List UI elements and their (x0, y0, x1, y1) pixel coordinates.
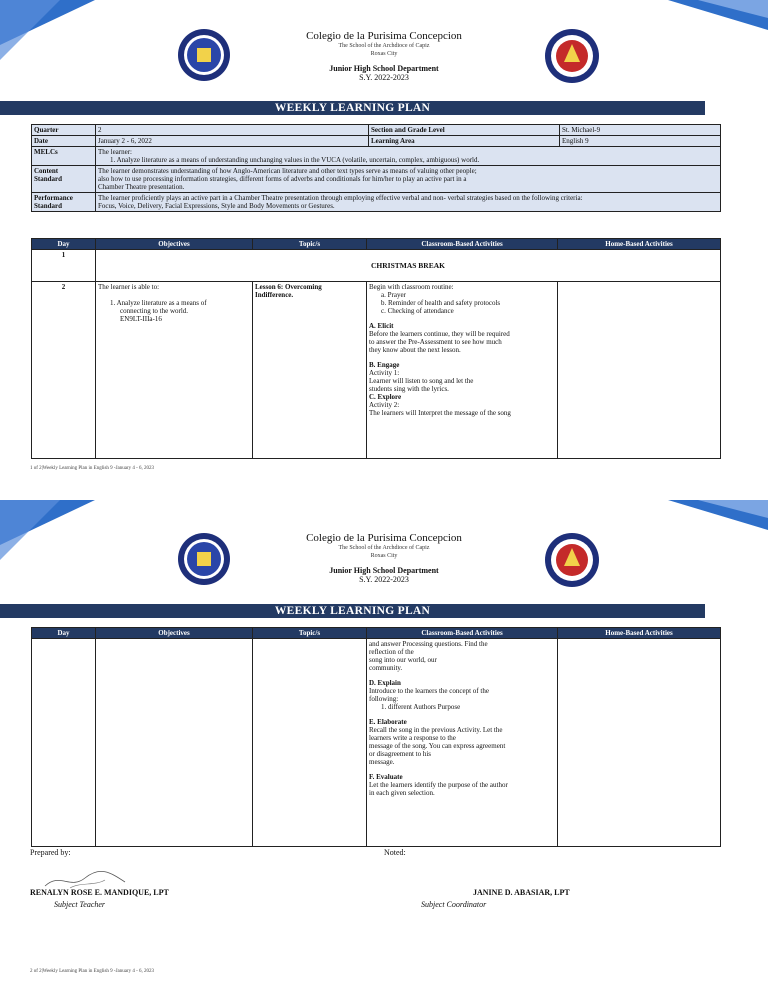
plan-header-row (32, 239, 721, 250)
elicit-line-2: to answer the Pre-Assessment to see how much (369, 338, 502, 346)
explain-line-1: Introduce to the learners the concept of the (369, 687, 489, 695)
footer-page-2: 2 of 2|Weekly Learning Plan in English 9 -January 4 - 6, 2023 (30, 969, 155, 974)
content-label-1: Content (34, 167, 59, 175)
info-row-date (32, 136, 721, 147)
engage-title: B. Engage (369, 361, 400, 369)
noted-label: Noted: (384, 848, 406, 857)
content-line-1: The learner demonstrates understanding of how Anglo-American literature and other text types serve as means of valuing other people; (98, 167, 477, 175)
routine-intro: Begin with classroom routine: (369, 283, 454, 291)
evaluate-title: F. Evaluate (369, 773, 403, 781)
elaborate-line-1: Recall the song in the previous Activity. Let the (369, 726, 503, 734)
teacher-title: Subject Teacher (54, 900, 106, 909)
header-objectives: Objectives (96, 239, 253, 250)
evaluate-line-1: Let the learners identify the purpose of the author (369, 781, 508, 789)
melcs-item: 1. Analyze literature as a means of understanding unchanging values in the VUCA (volatile, uncertain, complex, ambiguous) world. (110, 156, 480, 164)
explore-line-1: Activity 2: (369, 401, 400, 409)
objective-intro: The learner is able to: (98, 283, 160, 291)
elicit-title: A. Elicit (369, 322, 394, 330)
title-banner-2: WEEKLY LEARNING PLAN (0, 604, 705, 618)
school-year: S.Y. 2022-2023 (359, 73, 409, 82)
section-label: Section and Grade Level (369, 125, 560, 136)
plan-header-row-2 (32, 628, 721, 639)
topic-cell-continued (253, 639, 367, 847)
school-city-2: Roxas City (370, 553, 398, 559)
info-table (31, 124, 721, 212)
day-2-continued-row (32, 639, 721, 847)
school-header (0, 30, 768, 82)
evaluate-line-2: in each given selection. (369, 789, 435, 797)
explain-line-3: 1. different Authors Purpose (381, 703, 461, 711)
engage-line-2: Learner will listen to song and let the (369, 377, 474, 385)
objective-code: EN9LT-IIIa-16 (120, 315, 162, 323)
content-standard-value (96, 166, 721, 193)
school-year-2: S.Y. 2022-2023 (359, 575, 409, 584)
info-row-quarter (32, 125, 721, 136)
objectives-cell-continued (96, 639, 253, 847)
footer-page-1: 1 of 2|Weekly Learning Plan in English 9 -January 4 - 6, 2023 (30, 466, 155, 471)
school-name-2: Colegio de la Purisima Concepcion (306, 532, 462, 544)
day-2-objectives (96, 282, 253, 459)
engage-line-1: Activity 1: (369, 369, 400, 377)
corner-decoration-right (668, 0, 768, 30)
header-home-activities: Home-Based Activities (558, 239, 721, 250)
department-2: Junior High School Department (329, 566, 439, 575)
melcs-intro: The learner: (98, 148, 133, 156)
info-row-melcs (32, 147, 721, 166)
elaborate-line-2: learners write a response to the (369, 734, 456, 742)
quarter-label: Quarter (32, 125, 96, 136)
content-line-2: also how to use processing information strategies, different forms of adverbs and conditionals for him/her to play an active part in a (98, 175, 467, 183)
day-1-number: 1 (32, 250, 96, 282)
coordinator-title: Subject Coordinator (421, 900, 487, 909)
prepared-by-label: Prepared by: (30, 848, 71, 857)
section-value: St. Michael-9 (560, 125, 721, 136)
header-topics: Topic/s (253, 239, 367, 250)
melcs-label: MELCs (32, 147, 96, 166)
perf-line-1: The learner proficiently plays an active part in a Chamber Theatre presentation through employing effective verbal and non- verbal strategies based on the following criteria: (98, 194, 583, 202)
day-2-home-activities (558, 282, 721, 459)
day-2-topic (253, 282, 367, 459)
elaborate-line-5: message. (369, 758, 395, 766)
header-classroom-activities-2: Classroom-Based Activities (367, 628, 558, 639)
explain-title: D. Explain (369, 679, 401, 687)
header-day: Day (32, 239, 96, 250)
plan-table-page-2 (31, 627, 721, 847)
header-topics-2: Topic/s (253, 628, 367, 639)
explore-line-2: The learners will Interpret the message of the song (369, 409, 511, 417)
perf-label-2: Standard (34, 202, 63, 210)
page-1 (0, 0, 768, 500)
area-label: Learning Area (369, 136, 560, 147)
school-city: Roxas City (370, 51, 398, 57)
routine-c: c. Checking of attendance (381, 307, 454, 315)
teacher-name: RENALYN ROSE E. MANDIQUE, LPT (30, 888, 169, 897)
elaborate-line-3: message of the song. You can express agreement (369, 742, 506, 750)
date-value: January 2 - 6, 2022 (96, 136, 369, 147)
corner-decoration-right-2 (668, 500, 768, 530)
quarter-value: 2 (96, 125, 369, 136)
classroom-activities-continued (367, 639, 558, 847)
home-activities-continued (558, 639, 721, 847)
date-label: Date (32, 136, 96, 147)
performance-standard-value (96, 193, 721, 212)
content-line-3: Chamber Theatre presentation. (98, 183, 185, 191)
cont-line-1: and answer Processing questions. Find the (369, 640, 488, 648)
routine-b: b. Reminder of health and safety protocols (381, 299, 501, 307)
page-2 (0, 500, 768, 1006)
routine-a: a. Prayer (381, 291, 406, 299)
elicit-line-1: Before the learners continue, they will be required (369, 330, 510, 338)
melcs-value (96, 147, 721, 166)
day-cell-continued (32, 639, 96, 847)
elicit-line-3: they know about the next lesson. (369, 346, 461, 354)
objective-item-1: 1. Analyze literature as a means of (110, 299, 207, 307)
cont-line-4: community. (369, 664, 403, 672)
title-banner: WEEKLY LEARNING PLAN (0, 101, 705, 115)
school-name: Colegio de la Purisima Concepcion (306, 30, 462, 42)
objective-item-2: connecting to the world. (120, 307, 189, 315)
area-value: English 9 (560, 136, 721, 147)
elaborate-title: E. Elaborate (369, 718, 407, 726)
cont-line-3: song into our world, our (369, 656, 437, 664)
performance-standard-label (32, 193, 96, 212)
cont-line-2: reflection of the (369, 648, 414, 656)
topic-line-1: Lesson 6: Overcoming (255, 283, 322, 291)
perf-line-2: Focus, Voice, Delivery, Facial Expressions, Style and Body Movements or Gestures. (98, 202, 335, 210)
explore-title: C. Explore (369, 393, 402, 401)
perf-label-1: Performance (34, 194, 73, 202)
day-2-number: 2 (32, 282, 96, 459)
elaborate-line-4: or disagreement to his (369, 750, 432, 758)
christmas-break: CHRISTMAS BREAK (96, 250, 721, 282)
info-row-performance (32, 193, 721, 212)
content-standard-label (32, 166, 96, 193)
header-objectives-2: Objectives (96, 628, 253, 639)
day-2-classroom-activities (367, 282, 558, 459)
header-classroom-activities: Classroom-Based Activities (367, 239, 558, 250)
info-row-content (32, 166, 721, 193)
coordinator-name: JANINE D. ABASIAR, LPT (473, 888, 570, 897)
topic-line-2: Indifference. (255, 291, 294, 299)
day-2-row (32, 282, 721, 459)
header-day-2: Day (32, 628, 96, 639)
school-subtitle: The School of the Archdioce of Capiz (338, 43, 430, 49)
explain-line-2: following: (369, 695, 399, 703)
department: Junior High School Department (329, 64, 439, 73)
school-header-2 (0, 532, 768, 584)
header-home-activities-2: Home-Based Activities (558, 628, 721, 639)
content-label-2: Standard (34, 175, 63, 183)
plan-table-page-1 (31, 238, 721, 459)
school-subtitle-2: The School of the Archdioce of Capiz (338, 545, 430, 551)
day-1-row (32, 250, 721, 282)
engage-line-3: students sing with the lyrics. (369, 385, 449, 393)
